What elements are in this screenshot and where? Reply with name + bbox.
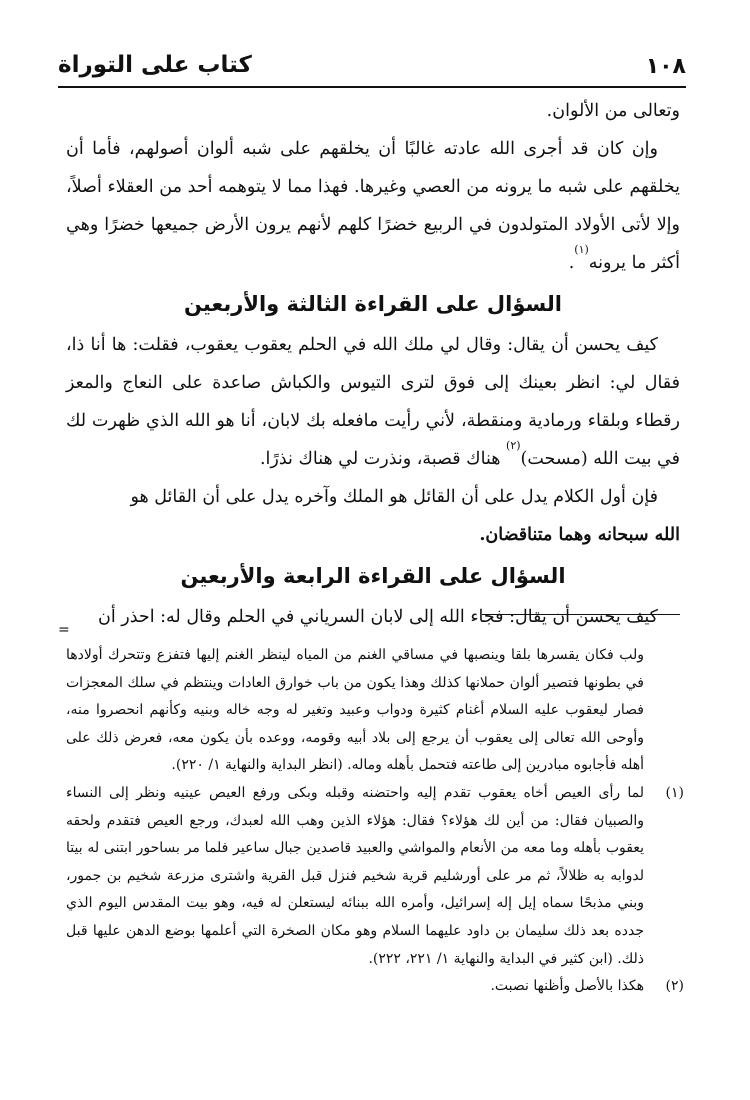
footnote-continuation: ولب فكان يقسرها بلقا وينصبها في مساقي الغنم من المياه لينظر الغنم إليها فتفزع وتتحرك أولادها في بطونها فتصير ألوان حملانها كذلك وهذا يكون من باب خوارق العادات وينتظم في سلك المعجزات فصار ليعقوب عليه السلام أغنام كثيرة ودواب وعبيد وتغير له وجه خاله وبنيه وكأنهم انحصروا منه، وأوحى الله تعالى إلى يعقوب أن يرجع إلى بلاد أبيه وقومه، ووعده بأن يكون معه، فعرض ذلك على أهله فأجابوه مبادرين إلى طاعته فتحمل بأهله وماله. (انظر البداية والنهاية ١/ ٢٢٠). bbox=[66, 647, 644, 774]
section-heading: السؤال على القراءة الثالثة والأربعين bbox=[184, 292, 562, 316]
footnote-number: (١) bbox=[665, 784, 684, 801]
paragraph-end: هناك قصبة، ونذرت لي هناك نذرًا. bbox=[259, 449, 507, 469]
footnote-number: (٢) bbox=[665, 978, 684, 995]
paragraph-conclusion: الله سبحانه وهما متناقضان. bbox=[479, 525, 680, 545]
footnote-item bbox=[66, 780, 684, 973]
continuation-mark: = bbox=[58, 622, 70, 638]
paragraph: وتعالى من الألوان. bbox=[546, 101, 680, 121]
paragraph: كيف يحسن أن يقال: فجاء الله إلى لابان السرياني في الحلم وقال له: احذر أن bbox=[98, 607, 658, 627]
paragraph-text: كيف يحسن أن يقال: وقال لي ملك الله في الحلم يعقوب يعقوب، فقلت: ها أنا ذا، فقال لي: انظر بعينك إلى فوق لترى التيوس والكباش صاعدة على النعاج والمعز رقطاء وبلقاء ورمادية ومنقطة، لأني رأيت مافعله بك لابان، أنا هو الله الذي ظهرت لك في بيت الله (مسحت) bbox=[66, 335, 680, 469]
footnote-text: لما رأى العيص أخاه يعقوب تقدم إليه واحتضنه وقبله وبكى ورفع العيص عينيه ونظر إلى النساء والصبيان فقال: من أين لك هؤلاء؟ فقال: هؤلاء الذين وهب الله لعبدك، ورجع العيص فتقدم ولحقه يعقوب بأهله وما معه من الأنعام والمواشي والعبيد قاصدين جبال ساعير فلما مر بساحور ابتنى له بيتا لدوابه به ظلالاً، ثم مر على أورشليم قرية شخيم فنزل قبل القرية واشترى مزرعة شخيم بن جمور، وبني مذبحًا سماه إيل إله إسرائيل، وأمره الله ببنائه ليستعلن له فيه، وهو بيت المقدس اليوم الذي جدده بعد ذلك سليمان بن داود عليهما السلام وهو مكان الصخرة التي أعلمها بوضع الدهن عليها قبل ذلك. (ابن كثير في البداية والنهاية ١/ ٢٢١، ٢٢٢). bbox=[66, 784, 645, 967]
footnote-reference: (١) bbox=[574, 243, 589, 256]
page-header bbox=[58, 52, 686, 88]
footnote-reference: (٢) bbox=[506, 439, 521, 452]
paragraph bbox=[66, 326, 680, 478]
page-number: ١٠٨ bbox=[645, 54, 686, 79]
paragraph-end: . bbox=[568, 253, 575, 273]
section-heading: السؤال على القراءة الرابعة والأربعين bbox=[180, 564, 566, 588]
paragraph bbox=[66, 130, 680, 282]
footnote-item bbox=[66, 973, 684, 1001]
running-title: كتاب على التوراة bbox=[58, 52, 252, 78]
paragraph: فإن أول الكلام يدل على أن القائل هو الملك وآخره يدل على أن القائل هو bbox=[130, 487, 658, 507]
footnote-separator bbox=[482, 614, 680, 615]
paragraph-text: وإن كان قد أجرى الله عادته غالبًا أن يخلقهم على شبه ألوان أصولهم، فأما أن يخلقهم على شبه ما يرونه من العصي وغيرها. فهذا مما لا يتوهمه أحد من العقلاء أصلاً، وإلا لأتى الأولاد المتولدون في الربيع خضرًا كلهم لأنهم يرون الأرض جميعها خضرًا وهي أكثر ما يرونه bbox=[66, 139, 680, 273]
main-text bbox=[66, 92, 680, 636]
footnotes bbox=[66, 642, 684, 1001]
footnote-text: هكذا بالأصل وأظنها نصبت. bbox=[490, 978, 644, 995]
